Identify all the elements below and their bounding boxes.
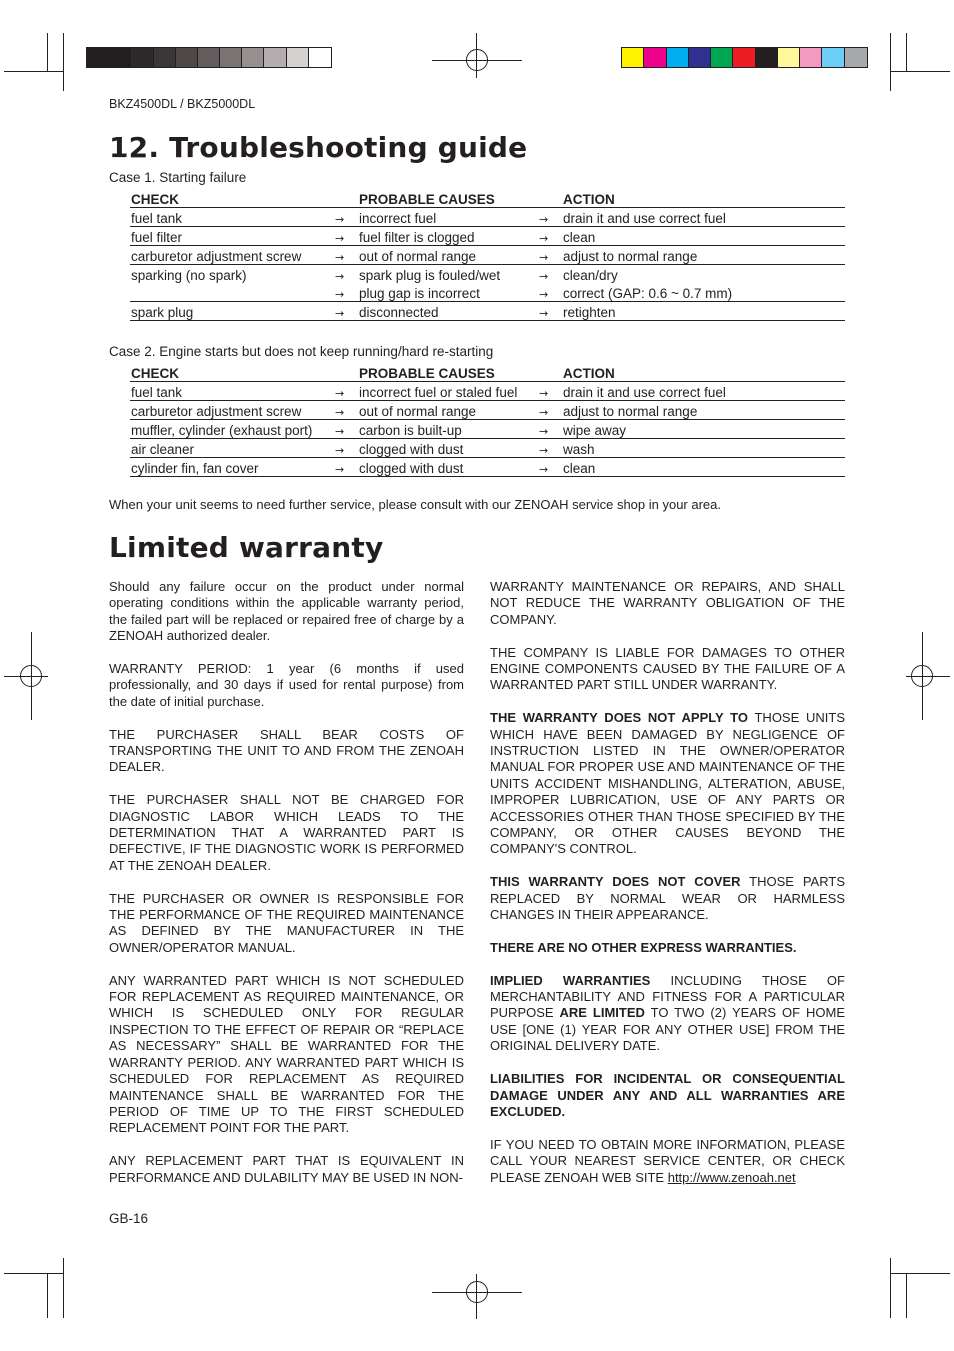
column-header-action: ACTION — [538, 363, 845, 382]
table-cell-check — [130, 283, 334, 302]
table-row — [130, 401, 845, 420]
zenoah-website-link[interactable]: http://www.zenoah.net — [667, 1169, 796, 1185]
arrow-icon: → — [335, 270, 345, 283]
table-cell-cause: → out of normal range — [334, 401, 538, 420]
warranty-paragraph: THE PURCHASER SHALL NOT BE CHARGED FOR DIAGNOSTIC LABOR WHICH LEADS TO THE DETERMINATION THAT A WARRANTED PART IS DEFECTIVE, IF THE DIAGNOSTIC WORK IS PERFORMED AT THE ZENOAH DEALER. — [109, 792, 464, 873]
table-cell-action: → adjust to normal range — [538, 246, 845, 265]
grayscale-color-bar — [86, 47, 332, 68]
table-cell-check: muffler, cylinder (exhaust port) — [130, 420, 334, 439]
table-cell-check: carburetor adjustment screw — [130, 401, 334, 420]
case2-title: Case 2. Engine starts but does not keep running/hard re-starting — [109, 344, 494, 359]
table-cell-cause: → plug gap is incorrect — [334, 283, 538, 302]
arrow-icon: → — [539, 307, 549, 320]
arrow-icon: → — [539, 425, 549, 438]
table-cell-cause: → clogged with dust — [334, 458, 538, 477]
color-swatch — [287, 48, 309, 67]
table-row — [130, 302, 845, 321]
table-cell-cause: → spark plug is fouled/wet — [335, 268, 501, 283]
arrow-icon: → — [335, 387, 345, 400]
color-swatch — [667, 48, 689, 67]
color-swatch — [109, 48, 131, 67]
color-swatch — [622, 48, 644, 67]
table-row — [130, 227, 845, 246]
color-swatch — [131, 48, 153, 67]
column-header-causes: PROBABLE CAUSES — [334, 189, 538, 208]
table-cell-check: cylinder fin, fan cover — [130, 458, 334, 477]
table-cell-cause: → out of normal range — [334, 246, 538, 265]
color-swatch — [845, 48, 867, 67]
table-cell-cause: → disconnected — [334, 302, 538, 321]
warranty-heading: Limited warranty — [109, 531, 384, 564]
color-swatch — [800, 48, 822, 67]
arrow-icon: → — [539, 288, 549, 301]
table-cell-cause: → incorrect fuel — [334, 208, 538, 227]
arrow-icon: → — [335, 232, 345, 245]
arrow-icon: → — [335, 251, 345, 264]
warranty-paragraph: THE COMPANY IS LIABLE FOR DAMAGES TO OTHER ENGINE COMPONENTS CAUSED BY THE FAILURE OF A WARRANTED PART STILL UNDER WARRANTY. — [490, 644, 845, 693]
case1-table — [130, 189, 845, 321]
color-swatch — [220, 48, 242, 67]
table-row — [130, 283, 845, 302]
color-swatch — [264, 48, 286, 67]
warranty-paragraph: THE PURCHASER OR OWNER IS RESPONSIBLE FOR THE PERFORMANCE OF THE REQUIRED MAINTENANCE AS DEFINED BY THE MANUFACTURER IN THE OWNER/OPERATOR MANUAL. — [109, 890, 464, 955]
table-cell-action: → clean/dry — [539, 268, 618, 283]
page-number: GB-16 — [109, 1211, 149, 1226]
color-swatch — [176, 48, 198, 67]
table-row — [130, 382, 845, 401]
arrow-icon: → — [539, 387, 549, 400]
table-cell-action: → drain it and use correct fuel — [538, 382, 845, 401]
table-cell-action: → retighten — [538, 302, 845, 321]
table-cell-action: → wash — [538, 439, 845, 458]
column-header-check: CHECK — [130, 363, 334, 382]
warranty-paragraph: ANY REPLACEMENT PART THAT IS EQUIVALENT IN PERFORMANCE AND DULABILITY MAY BE USED IN NON- — [109, 1153, 464, 1185]
table-cell-cause: → clogged with dust — [334, 439, 538, 458]
service-note: When your unit seems to need further service, please consult with our ZENOAH service shop in your area. — [109, 497, 722, 512]
more-info-paragraph: IF YOU NEED TO OBTAIN MORE INFORMATION, PLEASE CALL YOUR NEAREST SERVICE CENTER, OR CHECK PLEASE ZENOAH WEB SITE http://www.zenoah.net — [490, 1136, 845, 1185]
table-cell-action: → drain it and use correct fuel — [538, 208, 845, 227]
troubleshooting-heading: 12. Troubleshooting guide — [109, 131, 528, 164]
warranty-right-column — [490, 579, 845, 1202]
color-swatch — [822, 48, 844, 67]
table-row — [130, 439, 845, 458]
color-swatch — [198, 48, 220, 67]
warranty-paragraph: ANY WARRANTED PART WHICH IS NOT SCHEDULED FOR REPLACEMENT AS REQUIRED MAINTENANCE, OR WHICH IS SCHEDULED ONLY FOR REGULAR INSPECTION TO THE EFFECT OF REPAIR OR “REPLACE AS NECESSARY” SHALL BE WARRANTED FOR THE WARRANTY PERIOD. ANY WARRANTED PART WHICH IS SCHEDULED FOR REPLACEMENT AS REQUIRED MAINTENANCE SHALL BE WARRANTED FOR THE PERIOD OF TIME UP TO THE FIRST SCHEDULED REPLACEMENT POINT FOR THE PART. — [109, 972, 464, 1136]
model-number: BKZ4500DL / BKZ5000DL — [109, 97, 256, 111]
table-cell-check: sparking (no spark) — [131, 268, 247, 283]
column-header-causes: PROBABLE CAUSES — [334, 363, 538, 382]
warranty-paragraph: WARRANTY MAINTENANCE OR REPAIRS, AND SHALL NOT REDUCE THE WARRANTY OBLIGATION OF THE COMPANY. — [490, 579, 845, 627]
arrow-icon: → — [539, 406, 549, 419]
case2-table — [130, 363, 845, 477]
process-color-bar — [621, 47, 868, 68]
table-cell-check: fuel tank — [130, 382, 334, 401]
arrow-icon: → — [335, 213, 345, 226]
color-swatch — [733, 48, 755, 67]
color-swatch — [242, 48, 264, 67]
warranty-wear-paragraph: THIS WARRANTY DOES NOT COVER THOSE PARTS REPLACED BY NORMAL WEAR OR HARMLESS CHANGES IN THEIR APPEARANCE. — [490, 874, 845, 923]
column-header-check: CHECK — [130, 189, 334, 208]
table-row — [130, 265, 845, 284]
warranty-period-label: WARRANTY PERIOD: — [109, 661, 252, 677]
column-header-action: ACTION — [538, 189, 845, 208]
liabilities-paragraph: LIABILITIES FOR INCIDENTAL OR CONSEQUENTIAL DAMAGE UNDER ANY AND ALL WARRANTIES ARE EXCLUDED. — [490, 1071, 845, 1119]
arrow-icon: → — [335, 406, 345, 419]
implied-warranties-paragraph: IMPLIED WARRANTIES INCLUDING THOSE OF MERCHANTABILITY AND FITNESS FOR A PARTICULAR PURPOSE ARE LIMITED TO TWO (2) YEARS OF HOME USE [ONE (1) YEAR FOR ANY OTHER USE] FROM THE ORIGINAL DELIVERY DATE. — [490, 972, 845, 1054]
table-cell-check: spark plug — [130, 302, 334, 321]
arrow-icon: → — [335, 425, 345, 438]
color-swatch — [756, 48, 778, 67]
warranty-exclusions-paragraph: THE WARRANTY DOES NOT APPLY TO THOSE UNITS WHICH HAVE BEEN DAMAGED BY NEGLIGENCE OF INSTRUCTION LISTED IN THE OWNER/OPERATOR MANUAL FOR PROPER USE AND MAINTENANCE OF THE UNITS ACCIDENT MISHANDLING, ALTERATION, ABUSE, IMPROPER LUBRICATION, USE OF ANY PARTS OR ACCESSORIES OTHER THAN THOSE SPECIFIED BY THE COMPANY, OR OTHER CAUSES BEYOND THE COMPANY'S CONTROL. — [490, 710, 845, 857]
arrow-icon: → — [539, 463, 549, 476]
table-cell-check: fuel tank — [130, 208, 334, 227]
arrow-icon: → — [335, 463, 345, 476]
warranty-paragraph: Should any failure occur on the product under normal operating conditions within the applicable warranty period, the failed part will be replaced or repaired free of charge by a ZENOAH authorized dealer. — [109, 579, 464, 644]
table-cell-action: → clean — [538, 227, 845, 246]
arrow-icon: → — [539, 232, 549, 245]
color-swatch — [309, 48, 331, 67]
table-cell-cause: → fuel filter is clogged — [334, 227, 538, 246]
table-cell-cause: → incorrect fuel or staled fuel — [334, 382, 538, 401]
warranty-period-paragraph: WARRANTY PERIOD: 1 year (6 months if used professionally, and 30 days if used for rental purpose) from the date of initial purchase. — [109, 661, 464, 709]
warranty-express-paragraph: THERE ARE NO OTHER EXPRESS WARRANTIES. — [490, 939, 797, 955]
table-row — [130, 458, 845, 477]
color-swatch — [689, 48, 711, 67]
table-cell-check: carburetor adjustment screw — [130, 246, 334, 265]
table-cell-check: air cleaner — [130, 439, 334, 458]
color-swatch — [644, 48, 666, 67]
table-row — [130, 420, 845, 439]
color-swatch — [711, 48, 733, 67]
table-cell-action: → correct (GAP: 0.6 ~ 0.7 mm) — [538, 283, 845, 302]
table-cell-cause: → carbon is built-up — [334, 420, 538, 439]
arrow-icon: → — [335, 444, 345, 457]
color-swatch — [154, 48, 176, 67]
arrow-icon: → — [539, 213, 549, 226]
warranty-left-column — [109, 579, 464, 1202]
arrow-icon: → — [539, 251, 549, 264]
arrow-icon: → — [539, 270, 549, 283]
table-row — [130, 246, 845, 265]
arrow-icon: → — [335, 288, 345, 301]
table-row — [130, 208, 845, 227]
case1-title: Case 1. Starting failure — [109, 170, 247, 185]
table-cell-check: fuel filter — [130, 227, 334, 246]
table-cell-action: → clean — [538, 458, 845, 477]
arrow-icon: → — [335, 307, 345, 320]
warranty-paragraph: THE PURCHASER SHALL BEAR COSTS OF TRANSPORTING THE UNIT TO AND FROM THE ZENOAH DEALER. — [109, 726, 464, 775]
table-cell-action: → adjust to normal range — [538, 401, 845, 420]
table-cell-action: → wipe away — [538, 420, 845, 439]
color-swatch — [87, 48, 109, 67]
arrow-icon: → — [539, 444, 549, 457]
color-swatch — [778, 48, 800, 67]
